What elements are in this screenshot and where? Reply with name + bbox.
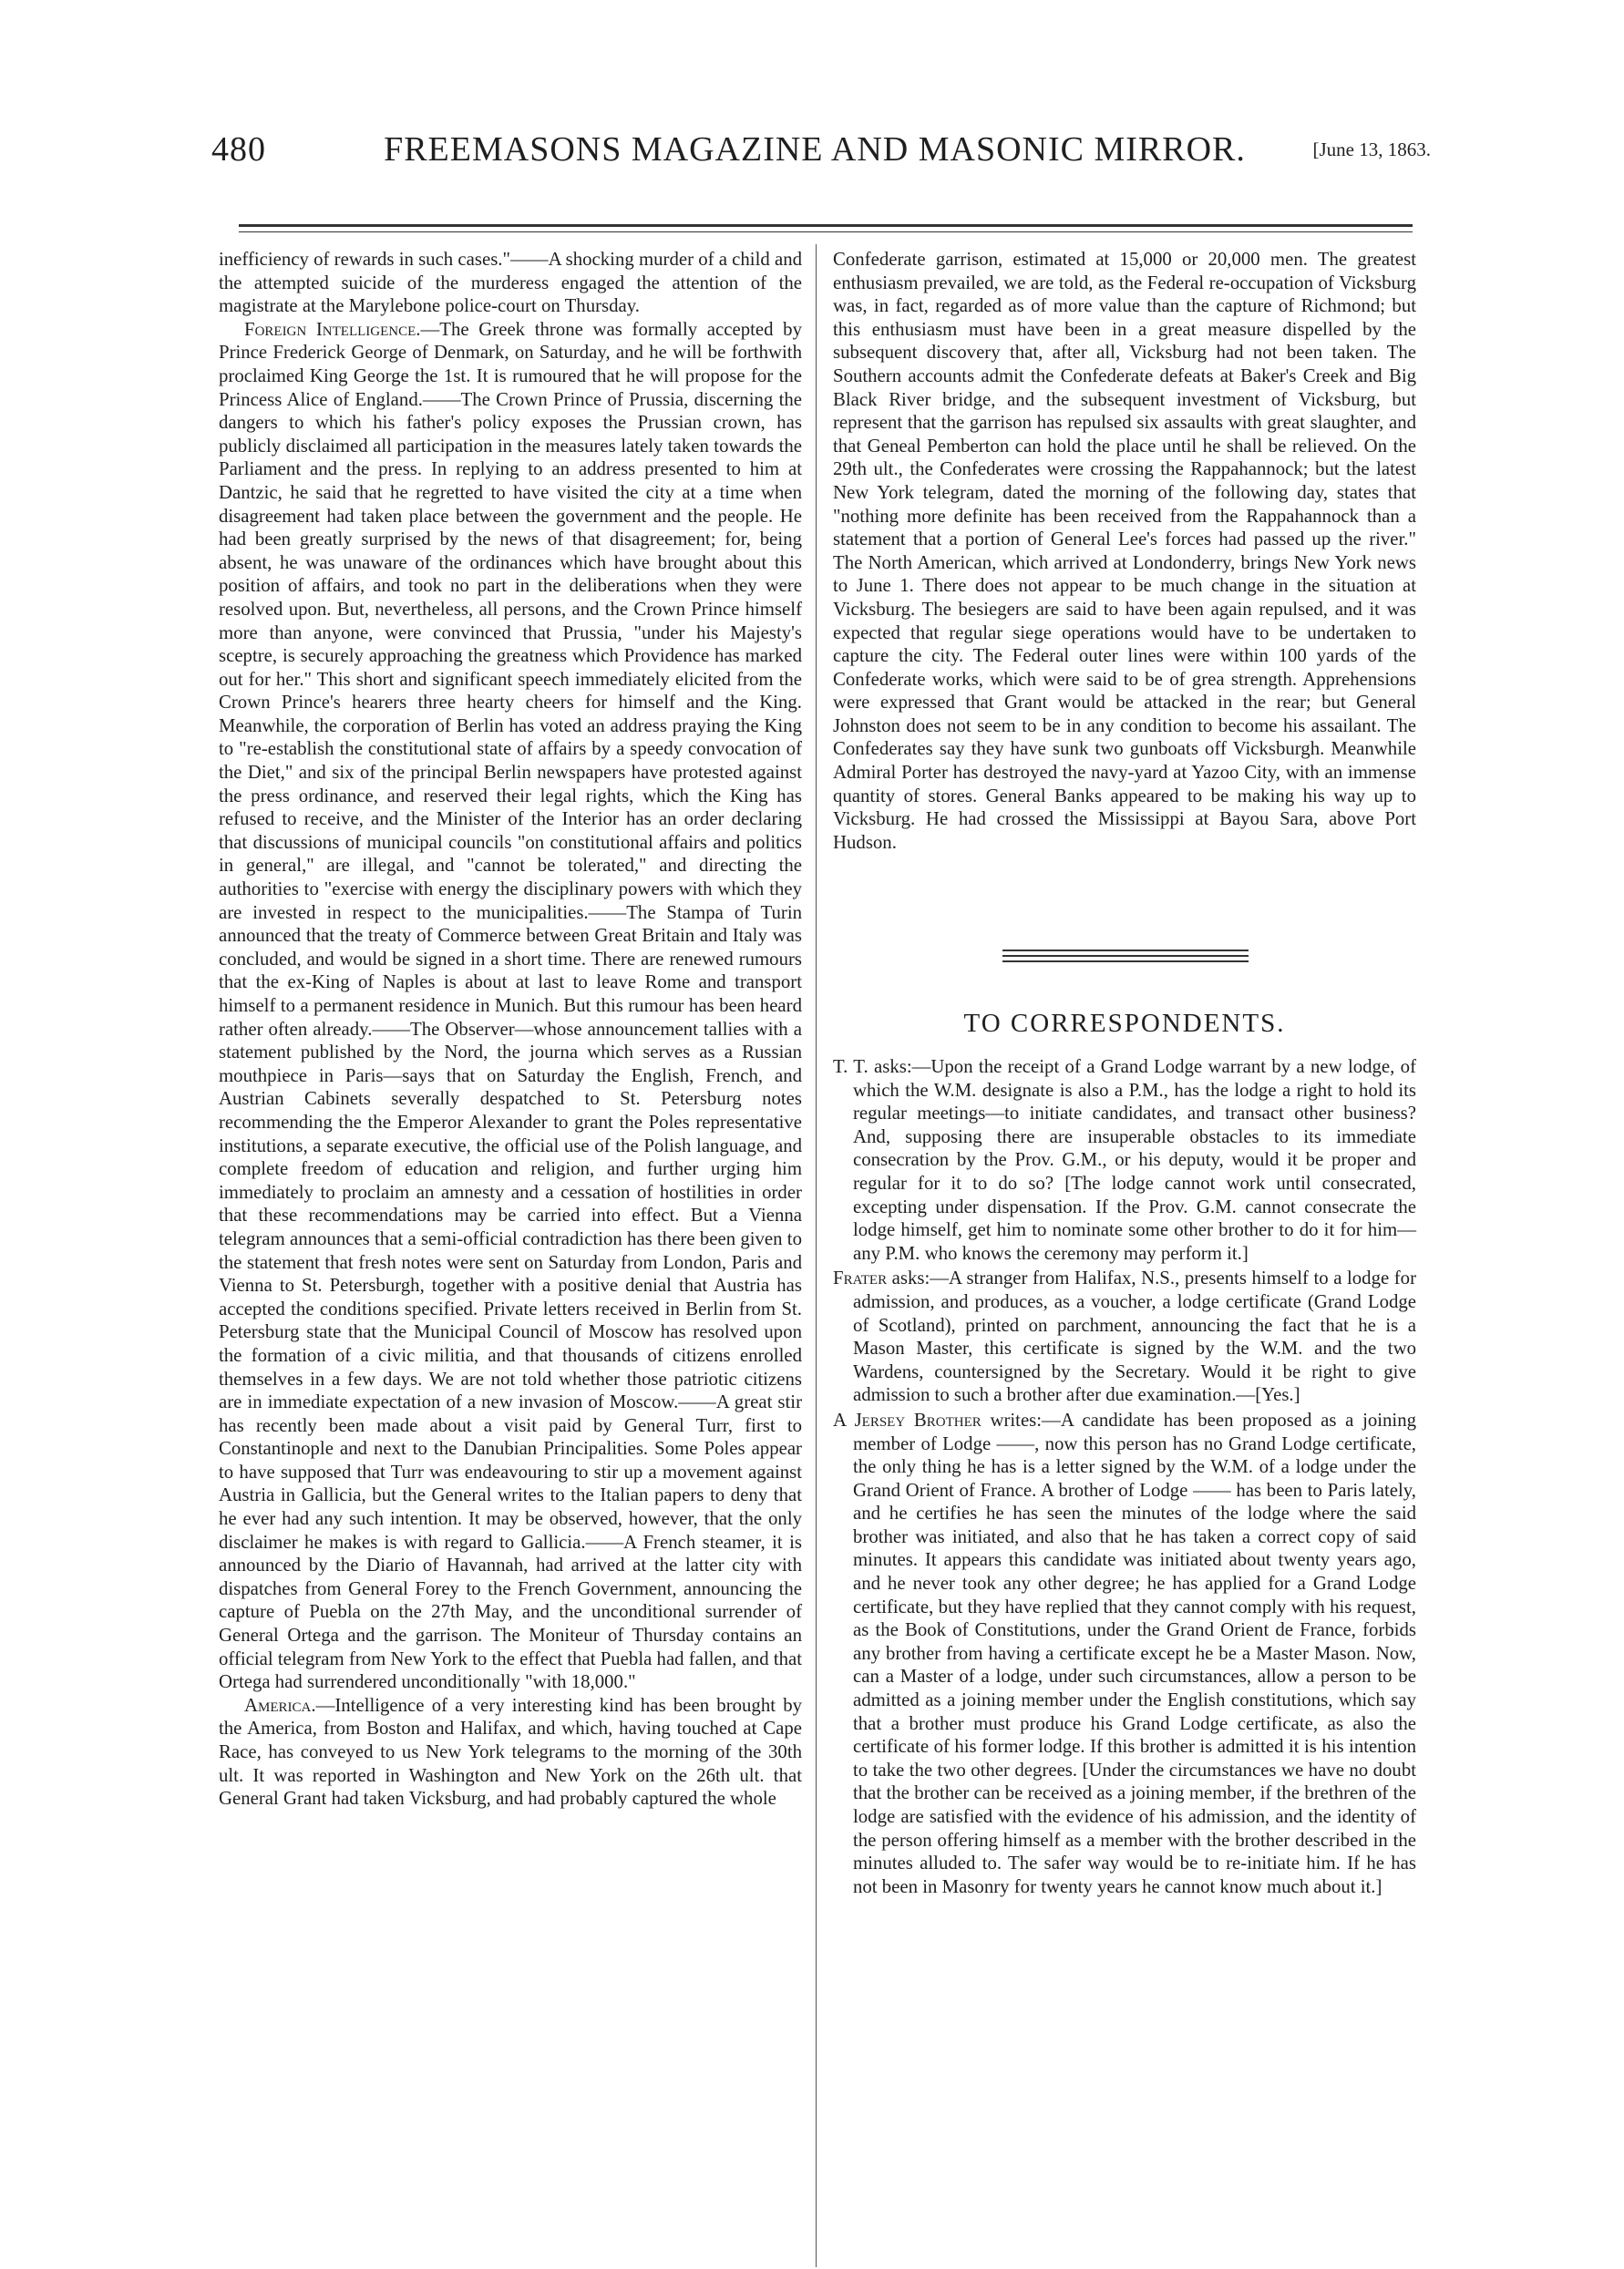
correspondent-entry	[833, 1267, 1416, 1407]
magazine-title: FREEMASONS MAGAZINE AND MASONIC MIRROR.	[384, 130, 1246, 169]
section-heading-america: America.	[244, 1694, 316, 1716]
paragraph-murder: inefficiency of rewards in such cases."——A shocking murder of a child and the attempted suicide of the murderess engaged the attention of the magistrate at the Marylebone police-court on Thursday.	[219, 249, 802, 317]
section-rule	[1002, 955, 1249, 957]
column-divider	[816, 244, 817, 2267]
issue-date: [June 13, 1863.	[1312, 139, 1431, 160]
page-header	[211, 126, 1431, 173]
left-column	[219, 248, 802, 1811]
section-heading-foreign: Foreign Intelligence.	[244, 318, 421, 340]
header-rule-thick	[239, 224, 1413, 227]
correspondents-title: TO CORRESPONDENTS.	[963, 1009, 1286, 1038]
entry-lead: Frater	[833, 1268, 888, 1289]
entry-text: writes:—A candidate has been proposed as a joining member of Lodge ——, now this person has no Grand Lodge certificate, the only thing he has is a letter signed by the W.M. of a lodge under the Grand Orient of France. A brother of Lodge —— has been to Paris lately, and he certifies he has seen the minutes of the lodge where the said brother was initiated, and also that he has taken a correct copy of said minutes. It appears this candidate was initiated about twenty years ago, and he never took any other degree; he has applied for a Grand Lodge certificate, but they have replied that they cannot comply with his request, as the Book of Constitutions, under the Grand Orient de France, forbids any brother from having a certificate except he be a Master Mason. Now, can a Master of a lodge, under such circumstances, allow a person to be admitted as a joining member under the English constitutions, which say that a brother must produce his Grand Lodge certificate, as also the certificate of his former lodge. If this brother is admitted it is his intention to take the two other degrees. [Under the circumstances we have no doubt that the brother can be received as a joining member, if the brethren of the lodge are satisfied with the evidence of his admission, and the identity of the person offering himself as a member with the brother described in the minutes alluded to. The safer way would be to re-initiate him. If he has not been in Masonry for twenty years he cannot know much about it.]	[853, 1409, 1416, 1897]
entry-text: asks:—Upon the receipt of a Grand Lodge warrant by a new lodge, of which the W.M. designate is also a P.M., has the lodge a right to hold its regular meetings—to initiate candidates, and transact other business? And, supposing there are insuperable obstacles to its immediate consecration by the Prov. G.M., or his deputy, would it be proper and regular for it to do so? [The lodge cannot work until consecrated, excepting under dispensation. If the Prov. G.M. cannot consecrate the lodge himself, get him to nominate some other brother to do it for him—any P.M. who knows the ceremony may perform it.]	[853, 1056, 1417, 1264]
america-body: —Intelligence of a very interesting kind has been brought by the America, from Boston and Halifax, and which, having touched at Cape Race, has conveyed to us New York telegrams to the morning of the 30th ult. It was reported in Washington and New York on the 26th ult. that General Grant had taken Vicksburg, and had probably captured the whole	[219, 1694, 802, 1810]
entry-text: asks:—A stranger from Halifax, N.S., presents himself to a lodge for admission, and produces, as a voucher, a lodge certificate (Grand Lodge of Scotland), printed on parchment, announcing the fact that he is a Mason Master, this certificate is signed by the W.M. and the two Wardens, countersigned by the Secretary. Would it be right to give admission to such a brother after due examination.—[Yes.]	[853, 1268, 1416, 1406]
paragraph-confederate-garrison: Confederate garrison, estimated at 15,000 or 20,000 men. The greatest enthusiasm prevailed, we are told, as the Federal re-occupation of Vicksburg was, in fact, regarded as of more value than the capture of Richmond; but this enthusiasm must have been in a great measure dispelled by the subsequent discovery that, after all, Vicksburg had not been taken. The Southern accounts admit the Confederate defeats at Baker's Creek and Big Black River bridge, and the subsequent investment of Vicksburg, but represent that the garrison has repulsed six assaults with great slaughter, and that Geneal Pemberton can hold the place until he shall be relieved. On the 29th ult., the Confederates were crossing the Rappahannock; but the latest New York telegram, dated the morning of the following day, states that "nothing more definite has been received from the Rappahannock than a statement that a portion of General Lee's forces had passed up the river." The North American, which arrived at Londonderry, brings New York news to June 1. There does not appear to be much change in the situation at Vicksburg. The besiegers are said to have been again repulsed, and it was expected that regular siege operations would have to be undertaken to capture the city. The Federal outer lines were within 100 yards of the Confederate works, which were said to be of grea strength. Apprehensions were expressed that Grant would be attacked in the rear; but General Johnston does not seem to be in any condition to become his assailant. The Confederates say they have sunk two gunboats off Vicksburgh. Meanwhile Admiral Porter has destroyed the navy-yard at Yazoo City, with an immense quantity of stores. General Banks appeared to be making his way up to Vicksburg. He had crossed the Mississippi at Bayou Sara, above Port Hudson.	[833, 249, 1416, 853]
page-number: 480	[211, 130, 266, 169]
header-rule-thin	[239, 231, 1413, 232]
paragraph-america	[219, 1694, 802, 1811]
foreign-intelligence-body: —The Greek throne was formally accepted by Prince Frederick George of Denmark, on Saturday, and he will be forthwith proclaimed King George the 1st. It is rumoured that he will propose for the Princess Alice of England.——The Crown Prince of Prussia, discerning the dangers to which his father's policy exposes the Prussian crown, has publicly disclaimed all participation in the measures lately taken towards the Parliament and the press. In replying to an address presented to him at Dantzic, he said that he regretted to have visited the city at a time when disagreement had taken place between the government and the people. He had been greatly surprised by the news of that disagreement; for, being absent, he was unaware of the ordinances which have brought about this position of affairs, and took no part in the deliberations when they were resolved upon. But, nevertheless, all persons, and the Crown Prince himself more than anyone, were convinced that Prussia, "under his Majesty's sceptre, is securely approaching the greatness which Providence has marked out for her." This short and significant speech immediately elicited from the Crown Prince's hearers three hearty cheers for himself and the King. Meanwhile, the corporation of Berlin has voted an address praying the King to "re-establish the constitutional state of affairs by a speedy convocation of the Diet," and six of the principal Berlin newspapers have protested against the press ordinance, and reserved their legal rights, which the King has refused to receive, and the Minister of the Interior has an order declaring that discussions of municipal councils "on constitutional affairs and politics in general," are illegal, and "cannot be tolerated," and directing the authorities to "exercise with energy the disciplinary powers with which they are invested in respect to the municipalities.——The Stampa of Turin announced that the treaty of Commerce between Great Britain and Italy was concluded, and would be signed in a short time. There are renewed rumours that the ex-King of Naples is about at last to leave Rome and transport himself to a permanent residence in Munich. But this rumour has been heard rather often already.——The Observer—whose announcement tallies with a statement published by the Nord, the journa which serves as a Russian mouthpiece in Paris—says that on Saturday the English, French, and Austrian Cabinets severally despatched to St. Petersburg notes recommending the the Emperor Alexander to grant the Poles representative institutions, a separate executive, the official use of the Polish language, and complete freedom of education and religion, and further urging him immediately to proclaim an amnesty and a cessation of hostilities in order that these recommendations may be carried into effect. But a Vienna telegram announces that a semi-official contradiction has there been given to the statement that fresh notes were sent on Saturday from London, Paris and Vienna to St. Petersburgh, together with a positive denial that Austria has accepted the conditions specified. Private letters received in Berlin from St. Petersburg state that the Municipal Council of Moscow has resolved upon the formation of a civic militia, and that thousands of citizens enrolled themselves in a few days. We are not told whether those patriotic citizens are in immediate expectation of a new invasion of Moscow.——A great stir has recently been made about a visit paid by General Turr, first to Constantinople and next to the Danubian Principalities. Some Poles appear to have supposed that Turr was endeavouring to stir up a movement against Austria in Gallicia, but the General writes to the Italian papers to deny that he ever had any such intention. It may be observed, however, that the only disclaimer he makes is with regard to Gallicia.——A French steamer, it is announced by the Diario of Havannah, had arrived at the latter city with dispatches from General Forey to the French Government, announcing the capture of Puebla on the 27th May, and the unconditional surrender of General Ortega and the garrison. The Moniteur of Thursday contains an official telegram from New York to the effect that Puebla had fallen, and that Ortega had surrendered unconditionally "with 18,000."	[219, 318, 802, 1693]
entry-lead: T. T.	[833, 1056, 869, 1077]
correspondent-entry	[833, 1055, 1416, 1265]
correspondent-entry	[833, 1409, 1416, 1898]
right-column	[833, 248, 1416, 854]
correspondents-list	[833, 1055, 1416, 1900]
paragraph-foreign-intelligence	[219, 318, 802, 1694]
section-rule	[1002, 960, 1249, 962]
entry-lead: A Jersey Brother	[833, 1409, 982, 1431]
section-rule	[1002, 950, 1249, 951]
